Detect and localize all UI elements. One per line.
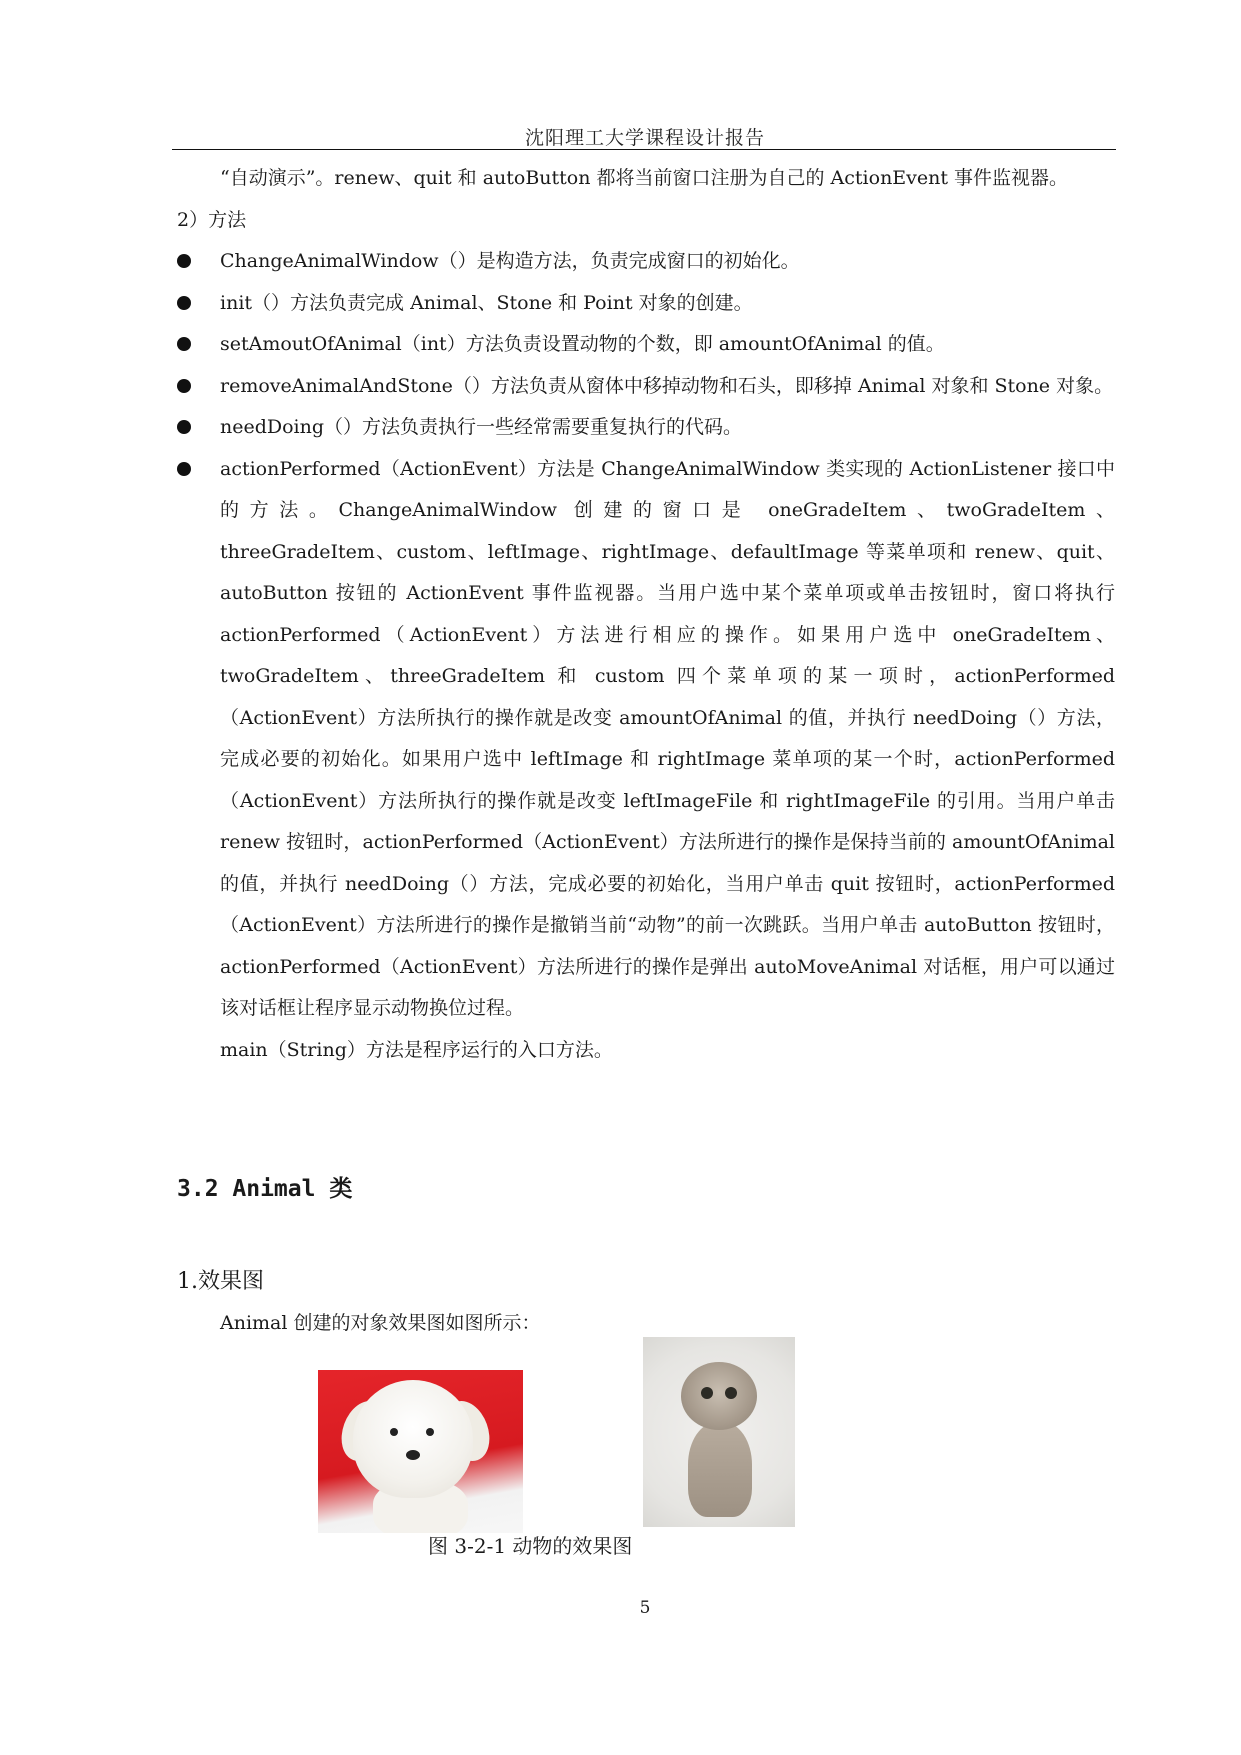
kitten-eye-right: [725, 1387, 737, 1399]
puppy-eye-left: [390, 1428, 398, 1436]
figure-intro: Animal 创建的对象效果图如图所示：: [220, 1312, 541, 1334]
main-method-paragraph: main（String）方法是程序运行的入口方法。: [220, 1038, 613, 1061]
list-item-text: needDoing（）方法负责执行一些经常需要重复执行的代码。: [220, 416, 743, 438]
list-item: [177, 407, 1115, 449]
list-item: [177, 366, 1115, 408]
kitten-head: [681, 1362, 757, 1430]
header-rule: [172, 149, 1116, 150]
continuation-paragraph: “自动演示”。renew、quit 和 autoButton 都将当前窗口注册为自己的 ActionEvent 事件监视器。: [220, 167, 1069, 189]
body-text: [177, 158, 1115, 1071]
bullet-icon: [177, 379, 191, 393]
kitten-eye-left: [701, 1387, 713, 1399]
list-item-text: setAmoutOfAnimal（int）方法负责设置动物的个数，即 amountOfAnimal 的值。: [220, 333, 945, 355]
list-item-text: removeAnimalAndStone（）方法负责从窗体中移掉动物和石头，即移掉 Animal 对象和 Stone 对象。: [220, 374, 1114, 397]
figure-caption: 图 3-2-1 动物的效果图: [428, 1534, 633, 1558]
page-header-title: 沈阳理工大学课程设计报告: [524, 127, 765, 149]
puppy-nose: [406, 1450, 420, 1460]
list-item-text: actionPerformed（ActionEvent）方法是 ChangeAnimalWindow 类实现的 ActionListener 接口中的方法。ChangeAnimalWindow 创建的窗口是 oneGradeItem、twoGradeItem、threeGradeItem、custom、leftImage、rightImage、defaultImage 等菜单项和 renew、quit、autoButton 按钮的 ActionEvent 事件监视器。当用户选中某个菜单项或单击按钮时，窗口将执行 actionPerformed（ActionEvent）方法进行相应的操作。如果用户选中 oneGradeItem、twoGradeItem、threeGradeItem 和 custom 四个菜单项的某一项时，actionPerformed（ActionEvent）方法所执行的操作就是改变 amountOfAnimal 的值，并执行 needDoing（）方法，完成必要的初始化。如果用户选中 leftImage 和 rightImage 菜单项的某一个时，actionPerformed（ActionEvent）方法所执行的操作就是改变 leftImageFile 和 rightImageFile 的引用。当用户单击 renew 按钮时，actionPerformed（ActionEvent）方法所进行的操作是保持当前的 amountOfAnimal 的值，并执行 needDoing（）方法，完成必要的初始化，当用户单击 quit 按钮时，actionPerformed（ActionEvent）方法所进行的操作是撤销当前“动物”的前一次跳跃。当用户单击 autoButton 按钮时，actionPerformed（ActionEvent）方法所进行的操作是弹出 autoMoveAnimal 对话框，用户可以通过该对话框让程序显示动物换位过程。: [220, 457, 1115, 1019]
method-list: [177, 241, 1115, 1030]
list-item: [177, 283, 1115, 325]
methods-heading: 2）方法: [177, 208, 247, 231]
section-heading: 3.2 Animal 类: [177, 1176, 353, 1202]
subsection-heading: 1.效果图: [177, 1269, 264, 1294]
bullet-icon: [177, 254, 191, 268]
bullet-icon: [177, 462, 191, 476]
puppy-head: [353, 1380, 473, 1498]
list-item: [177, 241, 1115, 283]
list-item-text: init（）方法负责完成 Animal、Stone 和 Point 对象的创建。: [220, 291, 753, 314]
bullet-icon: [177, 296, 191, 310]
puppy-photo: [318, 1370, 523, 1533]
page-number: 5: [639, 1598, 651, 1618]
kitten-photo: [643, 1337, 795, 1527]
list-item: [177, 324, 1115, 366]
puppy-eye-right: [426, 1428, 434, 1436]
list-item-text: ChangeAnimalWindow（）是构造方法，负责完成窗口的初始化。: [220, 250, 800, 272]
bullet-icon: [177, 337, 191, 351]
bullet-icon: [177, 420, 191, 434]
kitten-body: [688, 1422, 752, 1517]
list-item: [177, 449, 1115, 1030]
